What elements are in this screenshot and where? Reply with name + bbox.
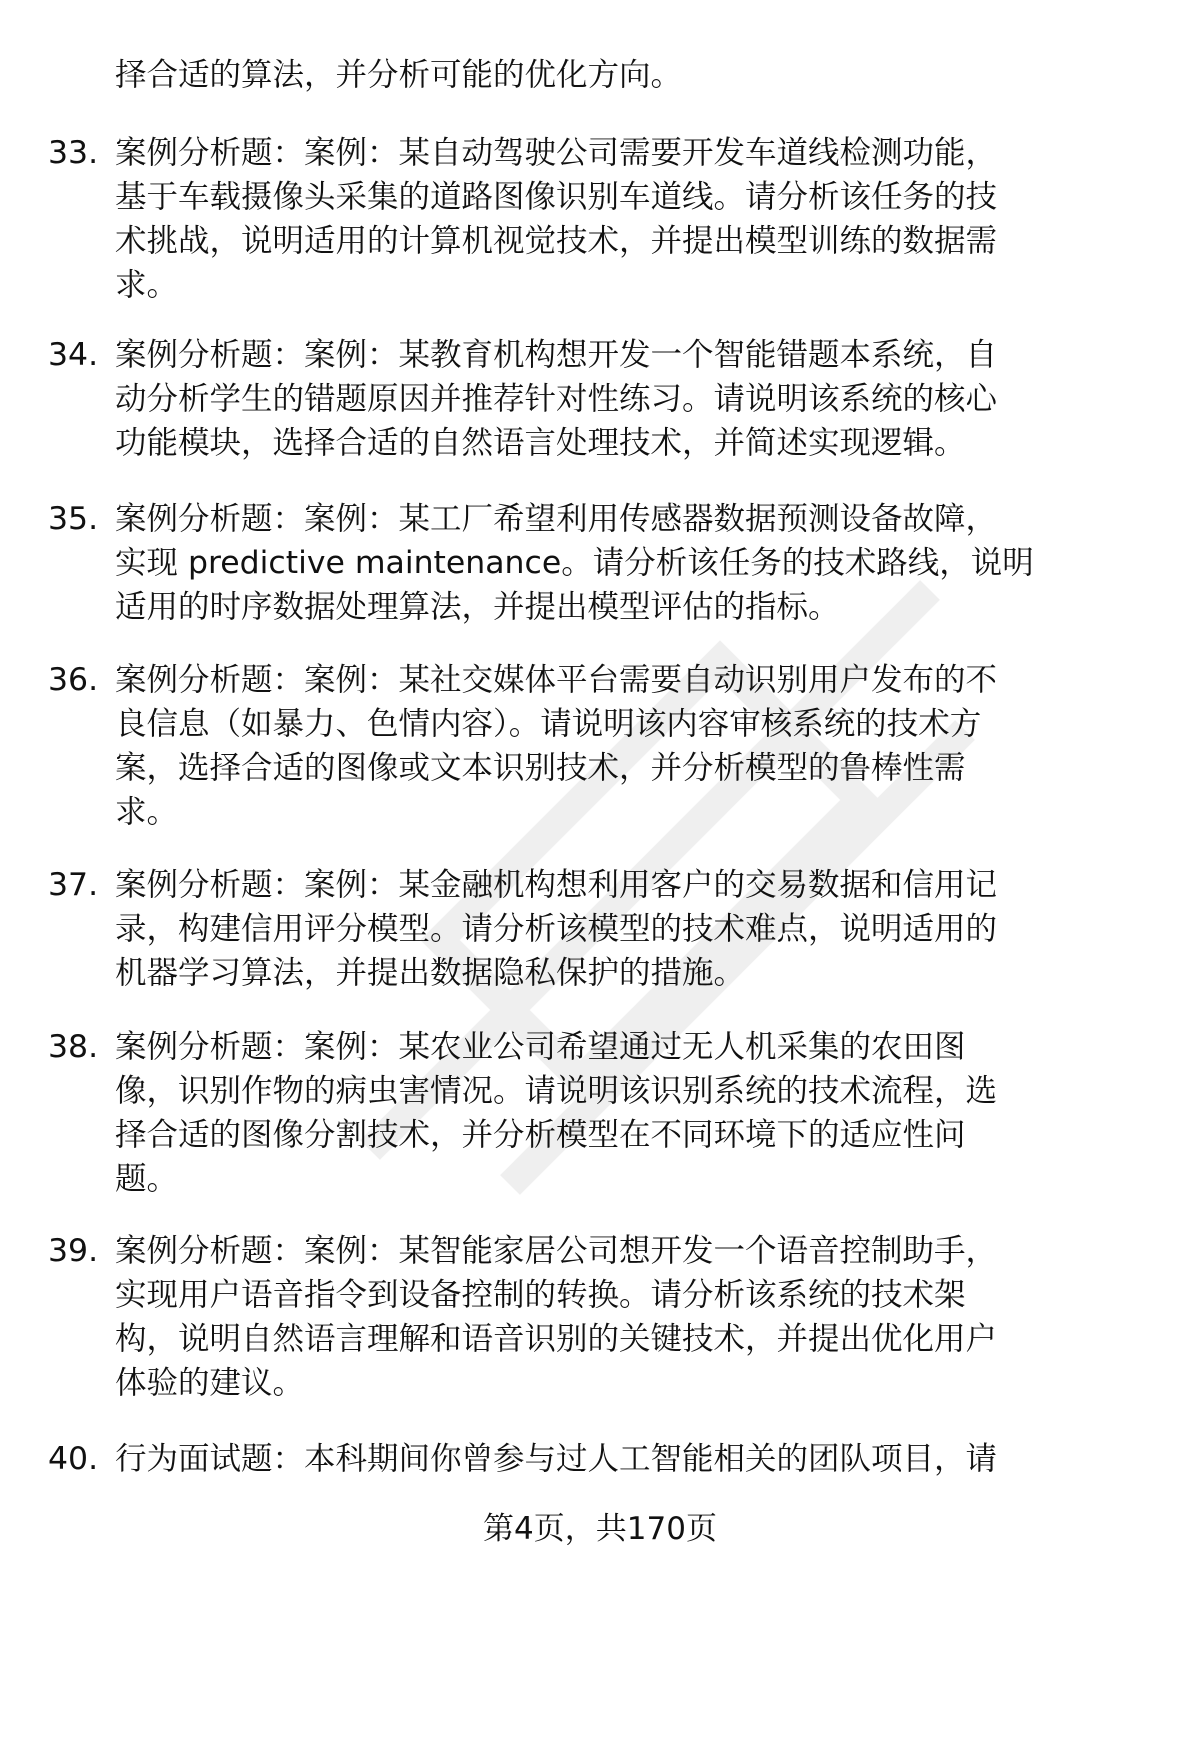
- question-number: 36.: [48, 662, 99, 698]
- question-text-line: 案例分析题：案例：某智能家居公司想开发一个语音控制助手，: [115, 1233, 998, 1269]
- question-number: 35.: [48, 501, 99, 537]
- question-text-line: 案例分析题：案例：某金融机构想利用客户的交易数据和信用记: [115, 867, 998, 903]
- question-text-line: 求。: [115, 794, 179, 830]
- question-text-line: 择合适的图像分割技术，并分析模型在不同环境下的适应性问: [115, 1117, 966, 1153]
- question-text-line: 基于车载摄像头采集的道路图像识别车道线。请分析该任务的技: [115, 179, 998, 215]
- question-number: 39.: [48, 1233, 99, 1269]
- question-text-line: 题。: [115, 1161, 179, 1197]
- question-number: 33.: [48, 135, 99, 171]
- page-footer: 第4页，共170页: [483, 1511, 717, 1547]
- question-text-line: 案例分析题：案例：某工厂希望利用传感器数据预测设备故障，: [115, 501, 998, 537]
- question-text-line: 体验的建议。: [115, 1365, 305, 1401]
- question-text-line: 案例分析题：案例：某教育机构想开发一个智能错题本系统，自: [115, 337, 998, 373]
- question-text-line: 录，构建信用评分模型。请分析该模型的技术难点，说明适用的: [115, 911, 998, 947]
- question-text-line: 动分析学生的错题原因并推荐针对性练习。请说明该系统的核心: [115, 381, 998, 417]
- question-text-line: 构，说明自然语言理解和语音识别的关键技术，并提出优化用户: [115, 1321, 998, 1357]
- question-text-line: 实现 predictive maintenance。请分析该任务的技术路线，说明: [115, 545, 1034, 581]
- question-text-line: 像，识别作物的病虫害情况。请说明该识别系统的技术流程，选: [115, 1073, 998, 1109]
- question-text-line: 功能模块，选择合适的自然语言处理技术，并简述实现逻辑。: [115, 425, 966, 461]
- question-number: 37.: [48, 867, 99, 903]
- question-text-line: 案例分析题：案例：某自动驾驶公司需要开发车道线检测功能，: [115, 135, 998, 171]
- question-text-line: 适用的时序数据处理算法，并提出模型评估的指标。: [115, 589, 840, 625]
- question-number: 40.: [48, 1441, 99, 1477]
- question-text-line: 案例分析题：案例：某农业公司希望通过无人机采集的农田图: [115, 1029, 966, 1065]
- question-text-line: 机器学习算法，并提出数据隐私保护的措施。: [115, 955, 746, 991]
- question-text-line: 案，选择合适的图像或文本识别技术，并分析模型的鲁棒性需: [115, 750, 966, 786]
- question-text-line: 案例分析题：案例：某社交媒体平台需要自动识别用户发布的不: [115, 662, 998, 698]
- question-text-line: 术挑战，说明适用的计算机视觉技术，并提出模型训练的数据需: [115, 223, 998, 259]
- continuation-text: 择合适的算法，并分析可能的优化方向。: [115, 57, 683, 93]
- question-text-line: 行为面试题：本科期间你曾参与过人工智能相关的团队项目，请: [115, 1441, 998, 1477]
- question-number: 34.: [48, 337, 99, 373]
- question-text-line: 良信息（如暴力、色情内容）。请说明该内容审核系统的技术方: [115, 706, 982, 742]
- question-number: 38.: [48, 1029, 99, 1065]
- question-text-line: 求。: [115, 267, 179, 303]
- question-text-line: 实现用户语音指令到设备控制的转换。请分析该系统的技术架: [115, 1277, 966, 1313]
